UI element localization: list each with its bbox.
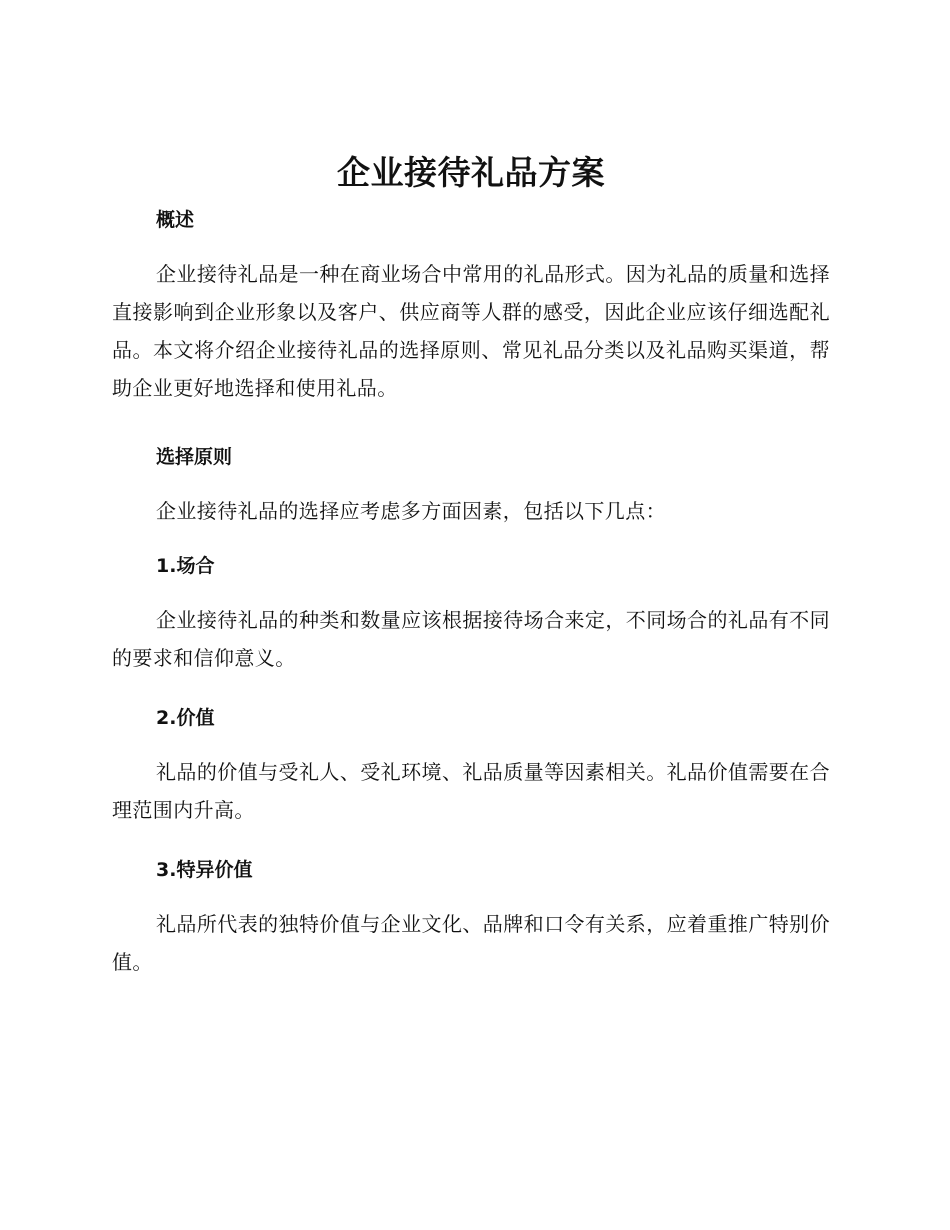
section-paragraph-value: 礼品的价值与受礼人、受礼环境、礼品质量等因素相关。礼品价值需要在合理范围内升高。 [112,760,830,822]
section-paragraph-overview: 企业接待礼品是一种在商业场合中常用的礼品形式。因为礼品的质量和选择直接影响到企业形象以及客户、供应商等人群的感受，因此企业应该仔细选配礼品。本文将介绍企业接待礼品的选择原则、常见礼品分类以及礼品购买渠道，帮助企业更好地选择和使用礼品。 [112,262,830,400]
section-paragraph-principles: 企业接待礼品的选择应考虑多方面因素，包括以下几点： [156,499,666,523]
section-heading-occasion: 1.场合 [156,555,215,577]
section-heading-overview: 概述 [156,209,195,231]
section-heading-value: 2.价值 [156,707,215,729]
section-paragraph-special-value: 礼品所代表的独特价值与企业文化、品牌和口令有关系，应着重推广特别价值。 [112,912,830,974]
document-title: 企业接待礼品方案 [337,153,605,192]
section-paragraph-occasion: 企业接待礼品的种类和数量应该根据接待场合来定，不同场合的礼品有不同的要求和信仰意义。 [112,608,830,670]
section-heading-special-value: 3.特异价值 [156,859,253,881]
document-page [112,0,830,1230]
section-heading-principles: 选择原则 [156,446,233,468]
